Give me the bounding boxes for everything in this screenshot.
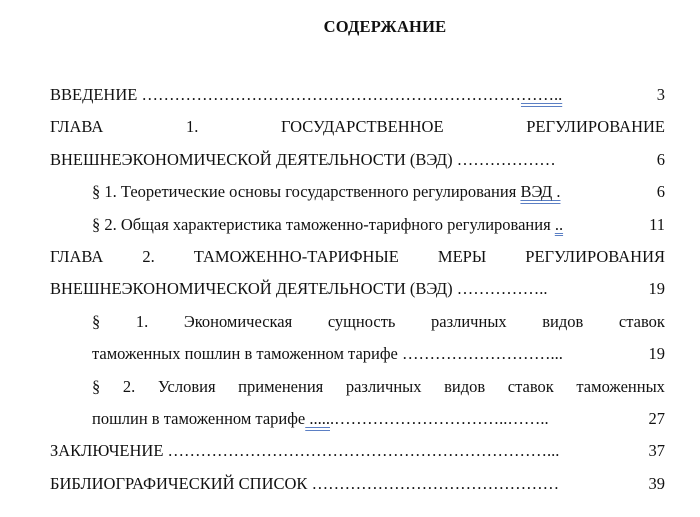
toc-entry-section-1-1[interactable] [50, 176, 665, 208]
toc-entry-chapter-2-cont[interactable] [50, 273, 665, 305]
toc-entry-section-2-1[interactable] [50, 306, 665, 338]
toc-page-number: 37 [648, 441, 665, 461]
toc-word: ГЛАВА [50, 117, 104, 137]
toc-word: 2. [122, 376, 136, 396]
toc-entry-justified-line [92, 306, 665, 338]
toc-entry-text: § 1. Теоретические основы государственного регулирования [92, 182, 521, 202]
toc-entry-text: ВНЕШНЕЭКОНОМИЧЕСКОЙ ДЕЯТЕЛЬНОСТИ (ВЭД) ……………… [50, 149, 556, 169]
toc-word: 2. [142, 246, 155, 266]
toc-entry-introduction[interactable] [50, 79, 665, 111]
toc-word: § [92, 311, 101, 331]
toc-leader-underlined: ..... [305, 408, 330, 428]
toc-entry-chapter-1[interactable] [50, 111, 665, 143]
toc-page-number: 6 [656, 149, 665, 169]
toc-entry-text: § 2. Общая характеристика таможенно-тарифного регулирования [92, 214, 551, 234]
toc-page-number: 3 [656, 85, 665, 104]
toc-word: РЕГУЛИРОВАНИЯ [525, 246, 665, 266]
toc-entry-justified-line [50, 111, 665, 143]
toc-word: 1. [135, 311, 149, 331]
toc-entry-section-2-2[interactable] [50, 371, 665, 403]
toc-leader-underlined: …….. [520, 85, 563, 104]
toc-entry-text: пошлин в таможенном тарифе [92, 408, 306, 428]
toc-entry-text: ЗАКЛЮЧЕНИЕ ……………………………………………………………... [50, 441, 560, 461]
toc-word: ГОСУДАРСТВЕННОЕ [280, 117, 444, 137]
toc-word: видов [542, 311, 584, 331]
toc-entry-text: ВВЕДЕНИЕ …………………………………………………………… [50, 85, 521, 104]
toc-entry-section-2-2-cont[interactable] [50, 403, 665, 435]
toc-word: РЕГУЛИРОВАНИЕ [526, 117, 665, 137]
toc-leader: .…………………………..…….. [330, 408, 549, 428]
toc-page-number: 19 [648, 344, 665, 364]
toc-page-number: 19 [648, 279, 665, 299]
toc-word: различных [345, 376, 422, 396]
toc-word: Экономическая [183, 311, 293, 331]
toc-word: сущность [327, 311, 396, 331]
toc-word: таможенных [576, 376, 665, 396]
toc-page-number: 6 [656, 182, 665, 202]
toc-entry-text: ВНЕШНЕЭКОНОМИЧЕСКОЙ ДЕЯТЕЛЬНОСТИ (ВЭД) …………….. [50, 279, 548, 299]
toc-tail-underlined: ВЭД . [520, 182, 561, 202]
toc-entry-bibliography[interactable] [50, 468, 665, 500]
toc-tail-underlined: .. [554, 214, 564, 234]
toc-entry-chapter-2[interactable] [50, 241, 665, 273]
toc-page-number: 11 [649, 214, 665, 234]
toc-entry-justified-line [92, 371, 665, 403]
toc-word: ГЛАВА [50, 246, 104, 266]
toc-word: § [92, 376, 101, 396]
toc-page-number: 27 [648, 408, 665, 428]
toc-entry-section-1-2[interactable] [50, 209, 665, 241]
toc-word: видов [444, 376, 486, 396]
toc-word: МЕРЫ [437, 246, 487, 266]
toc-word: ставок [618, 311, 665, 331]
toc-word: ставок [507, 376, 554, 396]
toc-entry-chapter-1-cont[interactable] [50, 144, 665, 176]
toc-entry-section-2-1-cont[interactable] [50, 338, 665, 370]
toc-entry-text: БИБЛИОГРАФИЧЕСКИЙ СПИСОК ……………………………………… [50, 473, 560, 493]
toc-word: ТАМОЖЕННО-ТАРИФНЫЕ [193, 246, 399, 266]
toc-entry-justified-line [50, 241, 665, 273]
toc-entry-text: таможенных пошлин в таможенном тарифе ………………………... [92, 344, 563, 364]
page-title: СОДЕРЖАНИЕ [323, 17, 447, 36]
toc-word: 1. [185, 117, 199, 137]
toc-word: различных [431, 311, 507, 331]
toc-page-number: 39 [648, 473, 665, 493]
toc-entry-conclusion[interactable] [50, 435, 665, 467]
toc-word: Условия [157, 376, 216, 396]
toc-word: применения [238, 376, 324, 396]
table-of-contents [50, 79, 665, 500]
